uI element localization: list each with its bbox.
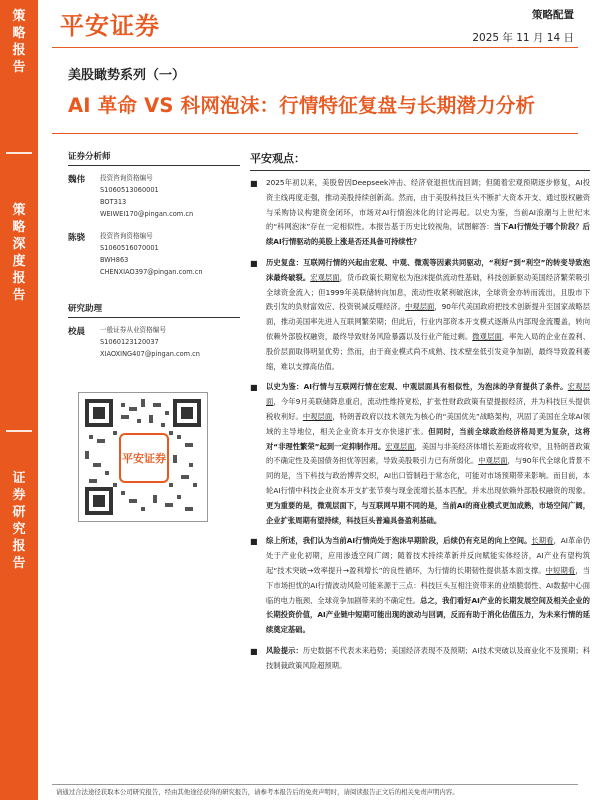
view-paragraph: ■ 综上所述，我们认为当前AI行情尚处于泡沫早期阶段，后续仍有充足的向上空间。长期看，AI革命仍处于产业化初期，应用渗透空间广阔；随着技术持续革新并反向赋能实体经济，AI产业有望构筑起“技术突破→效率提升→盈利增长”的良性循环，为行情的长期韧性提供基本面支撑。中短期看，当下市场担忧的AI行情波动风险可能来源于三点：科技巨头互相注资带来的业绩脆弱性、AI数据中心面临的电力瓶颈、全球竞争加剧带来的不确定性。总之，我们看好AI产业的长期发展空间及相关企业的长期投资价值，AI产业链中短期可能出现的波动与回调，反而有助于消化估值压力，为未来行情的延续奠定基础。	[250, 534, 590, 638]
header-divider	[52, 47, 578, 48]
analyst-info: BWH863	[100, 256, 129, 264]
analyst-email[interactable]: CHENXIAO397@pingan.com.cn	[100, 268, 203, 276]
page-title: AI 革命 VS 科网泡沫：行情特征复盘与长期潜力分析	[68, 94, 536, 117]
views-divider	[250, 170, 590, 171]
analyst-name: 魏伟	[68, 175, 86, 185]
side-label-research: 证 券 研 究 报 告	[12, 471, 26, 571]
analyst-info: 投资咨询资格编号	[100, 232, 153, 240]
view-paragraph: ■ 以史为鉴：AI行情与互联网行情在宏观、中观层面具有相似性，为泡沫的孕育提供了条件。宏观层面，今年9月美联储降息重启，流动性维持宽松，扩张性财政政策有望提振经济，并为科技巨头提供税收利好。中观层面，特朗普政府以技术领先为核心的“美国优先”战略架构，巩固了美国在全球AI领域的主导地位，相关企业资本开支亦快速扩张。但同时，当前全球政治经济格局更为复杂，这将对“非理性繁荣”起到一定抑制作用。宏观层面，美国与非美经济体增长差距或将收窄，且特朗普政策的不确定性及美国债务担忧等因素，导致美股吸引力已有所弱化。中观层面，与90年代全球化背景不同的是，当下科技与政治博弈交织，AI出口管制趋于常态化，可能对市场预期带来影响。而目前，本轮AI行情中科技企业资本开支扩张节奏与现金流增长基本匹配，并未出现依赖外部股权融资的现象。更为重要的是，微观层面下，与互联网早期不同的是，当前AI的商业模式更加成熟，市场空间广阔，企业扩张周期有望持续，科技巨头普遍具备盈利基础。	[250, 380, 590, 528]
view-paragraph: ■ 2025年初以来，美股曾因Deepseek冲击、经济衰退担忧而回调；但随着宏观预期逐步修复，AI投资主线再度走强，推动美股持续创新高。然而，由于美股科技巨头不断扩大资本开支、通过股权融资与采购协议构建资金闭环，市场对AI行情泡沫化的讨论再起。以史为鉴，当前AI浪潮与上世纪末的“科网泡沫”存在一定相似性。本报告基于历史比较视角，试图解答：当下AI行情处于哪个阶段？后续AI行情驱动的美股上涨是否还具备可持续性？	[250, 176, 590, 250]
side-label-deep: 策 略 深 度 报 告	[12, 203, 26, 303]
assistant-name: 校晨	[68, 327, 86, 337]
footer-divider	[52, 784, 578, 785]
analyst-info: BOT313	[100, 198, 127, 206]
analyst-info: 投资咨询资格编号	[100, 174, 153, 182]
assistant-heading: 研究助理	[68, 302, 240, 318]
square-bullet-icon: ■	[250, 179, 258, 188]
analyst-entry	[68, 230, 240, 278]
qr-code[interactable]	[78, 392, 208, 522]
company-logo: 平安证券	[60, 12, 160, 40]
square-bullet-icon: ■	[250, 646, 258, 656]
analyst-column	[68, 150, 240, 370]
assistant-email[interactable]: XIAOXING407@pingan.com.cn	[100, 350, 200, 358]
side-divider	[6, 430, 32, 432]
views-column	[250, 150, 590, 680]
assistant-entry	[68, 324, 240, 360]
views-heading: 平安观点：	[250, 152, 305, 165]
analyst-email[interactable]: WEIWEI170@pingan.com.cn	[100, 210, 194, 218]
report-category: 策略配置	[532, 9, 574, 21]
footer-disclaimer: 请通过合法途径获取本公司研究报告，经由其他途径获得的研究报告，请参考本报告后的免责声明时，请阅读报告正文后的相关免责声明内容。	[56, 788, 459, 796]
assistant-info: S1060123120037	[100, 338, 159, 346]
analyst-name: 陈骁	[68, 233, 86, 243]
title-divider	[52, 133, 578, 134]
square-bullet-icon: ■	[250, 537, 258, 547]
assistant-info: 一般证券从业资格编号	[100, 326, 166, 334]
side-banner	[0, 0, 38, 800]
side-divider	[6, 152, 32, 154]
analyst-heading: 证券分析师	[68, 150, 240, 166]
side-label-report: 策 略 报 告	[12, 9, 26, 75]
analyst-info: S1060516070001	[100, 244, 159, 252]
report-date: 2025 年 11 月 14 日	[472, 32, 574, 44]
analyst-entry	[68, 172, 240, 220]
analyst-info: S1060513060001	[100, 186, 159, 194]
square-bullet-icon: ■	[250, 258, 258, 268]
view-paragraph: ■ 风险提示：历史数据不代表未来趋势；美国经济表现不及预期；AI技术突破以及商业化不及预期；科技制裁政策风险超预期。	[250, 644, 590, 674]
qr-logo: 平安证券	[119, 433, 169, 483]
view-paragraph: ■ 历史复盘：互联网行情的兴起由宏观、中观、微观等因素共同驱动，“利好”到“利空”的转变导致泡沫最终破裂。宏观层面，货币政策长期宽松为泡沫提供流动性基础，科技创新驱动美国经济繁荣吸引全球资金流入；但1999年美联储转向加息，流动性收紧利破泡沫，全球资金亦转而流出，且股市下跌引发的负财富效应、投资锐减反噬经济。中观层面，90年代美国政府把技术创新提升至国家战略层面，推动美国率先进入互联网繁荣期；但此后，行业内部资本开支模式逐渐从内部现金流覆盖，转向依赖外部股权融资，最终导致财务风险暴露以及行业产能过剩。微观层面，率先入局的企业在盈利、股价层面取得明显优势；然而，由于商业模式尚不成熟、技术壁垒低引发竞争加剧，最终导致盈利萎缩，难以支撑高估值。	[250, 256, 590, 374]
series-title: 美股瞰势系列（一）	[68, 68, 186, 83]
square-bullet-icon: ■	[250, 383, 258, 393]
